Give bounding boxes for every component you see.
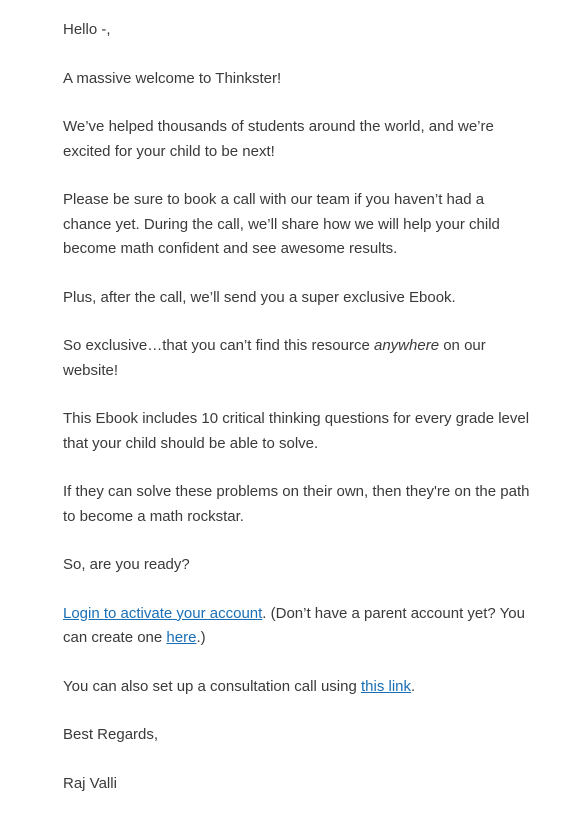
greeting: Hello -, bbox=[63, 21, 111, 38]
ready-line: So, are you ready? bbox=[63, 556, 190, 573]
consult-text-post: . bbox=[411, 677, 416, 695]
login-text-end: .) bbox=[196, 629, 206, 646]
login-text-middle: . (Don’t have a parent account yet? You can create one bbox=[63, 604, 525, 646]
email-body bbox=[63, 18, 533, 820]
consultation-link[interactable]: this link bbox=[360, 677, 412, 695]
consultation-paragraph bbox=[63, 675, 533, 700]
regards-line: Best Regards, bbox=[63, 726, 159, 743]
solve-paragraph: If they can solve these problems on their own, then they're on the path to become a math rockstar. bbox=[63, 483, 530, 525]
helped-paragraph: We’ve helped thousands of students around the world, and we’re excited for your child to be next! bbox=[63, 118, 494, 160]
login-paragraph bbox=[63, 602, 533, 651]
signature: Raj Valli bbox=[63, 774, 117, 792]
book-call-paragraph: Please be sure to book a call with our team if you haven’t had a chance yet. During the call, we’ll share how we will help your child become math confident and see awesome results. bbox=[63, 191, 500, 257]
exclusive-text-pre: So exclusive…that you can’t find this resource bbox=[63, 337, 374, 354]
create-account-here-link[interactable]: here bbox=[166, 629, 197, 646]
login-activate-link[interactable]: Login to activate your account bbox=[63, 604, 263, 622]
consult-text-pre: You can also set up a consultation call using bbox=[63, 677, 361, 695]
exclusive-paragraph bbox=[63, 334, 533, 383]
exclusive-text-post: on our website! bbox=[63, 337, 486, 379]
ebook-paragraph: This Ebook includes 10 critical thinking questions for every grade level that your child should be able to solve. bbox=[63, 410, 530, 452]
exclusive-emphasis: anywhere bbox=[374, 337, 440, 354]
after-call-paragraph: Plus, after the call, we’ll send you a super exclusive Ebook. bbox=[63, 288, 456, 306]
welcome-line: A massive welcome to Thinkster! bbox=[63, 69, 282, 87]
